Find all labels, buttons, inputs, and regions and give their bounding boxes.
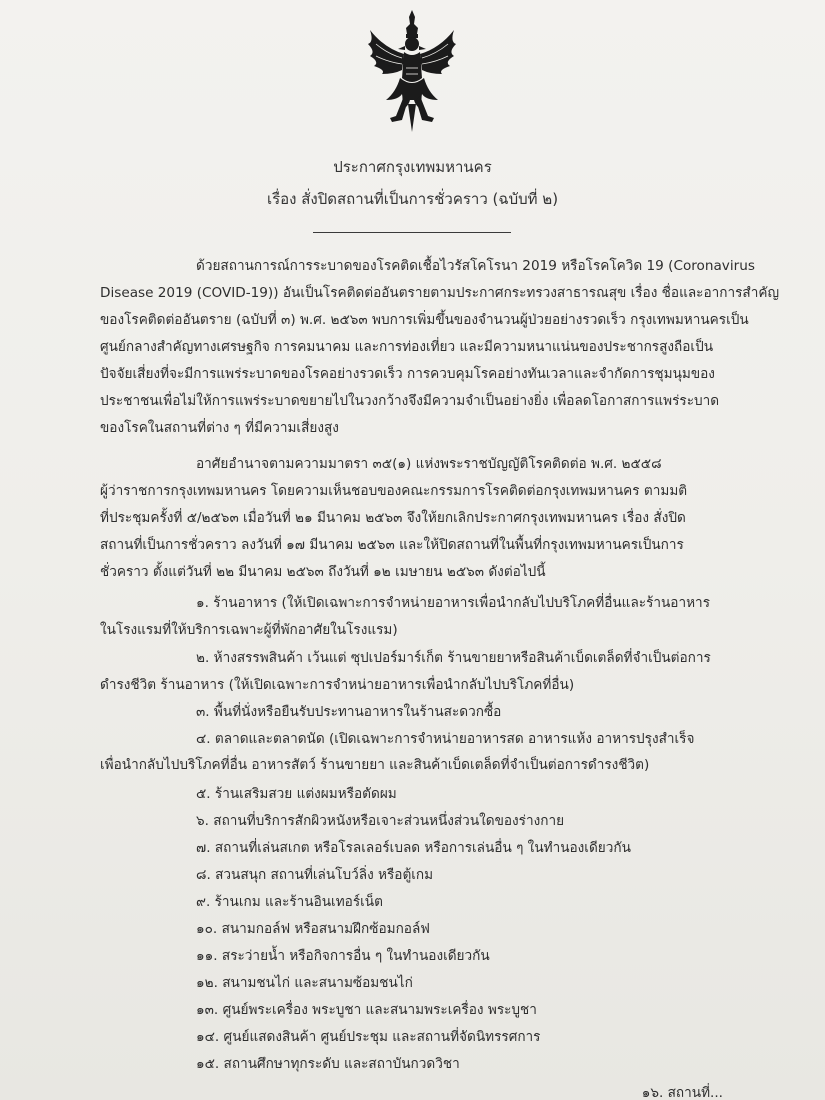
list-item: ๑. ร้านอาหาร (ให้เปิดเฉพาะการจำหน่ายอาหารเพื่อนำกลับไปบริโภคที่อื่นและร้านอาหาร bbox=[196, 595, 710, 611]
list-item: ๑๒. สนามชนไก่ และสนามซ้อมชนไก่ bbox=[196, 975, 413, 991]
list-item: ๑๓. ศูนย์พระเครื่อง พระบูชา และสนามพระเครื่อง พระบูชา bbox=[196, 1002, 537, 1018]
list-item: ๗. สถานที่เล่นสเกต หรือโรลเลอร์เบลด หรือการเล่นอื่น ๆ ในทำนองเดียวกัน bbox=[196, 840, 631, 856]
list-item: ๘. สวนสนุก สถานที่เล่นโบว์ลิ่ง หรือตู้เกม bbox=[196, 867, 434, 883]
announcement-title: ประกาศกรุงเทพมหานคร bbox=[333, 158, 492, 176]
paragraph-1-line: ศูนย์กลางสำคัญทางเศรษฐกิจ การคมนาคม และการท่องเที่ยว และมีความหนาแน่นของประชากรสูงถือเป็น bbox=[100, 339, 713, 355]
list-item: ๒. ห้างสรรพสินค้า เว้นแต่ ซุปเปอร์มาร์เก็ต ร้านขายยาหรือสินค้าเบ็ดเตล็ดที่จำเป็นต่อการ bbox=[196, 650, 711, 666]
list-item: ๑๑. สระว่ายน้ำ หรือกิจการอื่น ๆ ในทำนองเดียวกัน bbox=[196, 948, 490, 964]
paragraph-1-line: ปัจจัยเสี่ยงที่จะมีการแพร่ระบาดของโรคอย่างรวดเร็ว การควบคุมโรคอย่างทันเวลาและจำกัดการชุมนุมของ bbox=[100, 366, 715, 382]
list-item-continuation: ดำรงชีวิต ร้านอาหาร (ให้เปิดเฉพาะการจำหน่ายอาหารเพื่อนำกลับไปบริโภคที่อื่น) bbox=[100, 677, 575, 693]
list-item-continuation: ในโรงแรมที่ให้บริการเฉพาะผู้ที่พักอาศัยในโรงแรม) bbox=[100, 622, 398, 638]
list-item: ๑๔. ศูนย์แสดงสินค้า ศูนย์ประชุม และสถานที่จัดนิทรรศการ bbox=[196, 1029, 541, 1045]
list-item: ๓. พื้นที่นั่งหรือยืนรับประทานอาหารในร้านสะดวกซื้อ bbox=[196, 704, 502, 720]
paragraph-1-line: ของโรคติดต่ออันตราย (ฉบับที่ ๓) พ.ศ. ๒๕๖๓ พบการเพิ่มขึ้นของจำนวนผู้ป่วยอย่างรวดเร็ว กรุงเทพมหานครเป็น bbox=[100, 312, 749, 328]
list-item: ๑๕. สถานศึกษาทุกระดับ และสถาบันกวดวิชา bbox=[196, 1056, 460, 1072]
continuation-marker: ๑๖. สถานที่... bbox=[641, 1085, 723, 1100]
announcement-subject: เรื่อง สั่งปิดสถานที่เป็นการชั่วคราว (ฉบับที่ ๒) bbox=[266, 190, 559, 208]
paragraph-2-line: ผู้ว่าราชการกรุงเทพมหานคร โดยความเห็นชอบของคณะกรรมการโรคติดต่อกรุงเทพมหานคร ตามมติ bbox=[100, 483, 688, 499]
list-item: ๑๐. สนามกอล์ฟ หรือสนามฝึกซ้อมกอล์ฟ bbox=[196, 921, 430, 937]
paragraph-1-line: ด้วยสถานการณ์การระบาดของโรคติดเชื้อไวรัสโคโรนา 2019 หรือโรคโควิด 19 (Coronavirus bbox=[196, 258, 755, 274]
paragraph-2-line: สถานที่เป็นการชั่วคราว ลงวันที่ ๑๗ มีนาคม ๒๕๖๓ และให้ปิดสถานที่ในพื้นที่กรุงเทพมหานครเป็นการ bbox=[100, 537, 684, 553]
paragraph-1-line: Disease 2019 (COVID-19)) อันเป็นโรคติดต่ออันตรายตามประกาศกระทรวงสาธารณสุข เรื่อง ชื่อและอาการสำคัญ bbox=[100, 285, 780, 301]
list-item: ๙. ร้านเกม และร้านอินเทอร์เน็ต bbox=[196, 894, 383, 910]
list-item: ๔. ตลาดและตลาดนัด (เปิดเฉพาะการจำหน่ายอาหารสด อาหารแห้ง อาหารปรุงสำเร็จ bbox=[196, 731, 695, 747]
paragraph-2-line: ชั่วคราว ตั้งแต่วันที่ ๒๒ มีนาคม ๒๕๖๓ ถึงวันที่ ๑๒ เมษายน ๒๕๖๓ ดังต่อไปนี้ bbox=[100, 564, 546, 580]
list-item-continuation: เพื่อนำกลับไปบริโภคที่อื่น อาหารสัตว์ ร้านขายยา และสินค้าเบ็ดเตล็ดที่จำเป็นต่อการดำรงชีวิต) bbox=[100, 757, 650, 773]
list-item: ๕. ร้านเสริมสวย แต่งผมหรือตัดผม bbox=[196, 786, 397, 802]
paragraph-1-line: ประชาชนเพื่อไม่ให้การแพร่ระบาดขยายไปในวงกว้างจึงมีความจำเป็นอย่างยิ่ง เพื่อลดโอกาสการแพร่ระบาด bbox=[100, 393, 720, 409]
paragraph-2-line: ที่ประชุมครั้งที่ ๕/๒๕๖๓ เมื่อวันที่ ๒๑ มีนาคม ๒๕๖๓ จึงให้ยกเลิกประกาศกรุงเทพมหานคร เรื่อง สั่งปิด bbox=[100, 510, 686, 526]
paragraph-2-line: อาศัยอำนาจตามความมาตรา ๓๕(๑) แห่งพระราชบัญญัติโรคติดต่อ พ.ศ. ๒๕๕๘ bbox=[196, 456, 662, 472]
list-item: ๖. สถานที่บริการสักผิวหนังหรือเจาะส่วนหนึ่งส่วนใดของร่างกาย bbox=[196, 813, 565, 829]
garuda-emblem-icon bbox=[362, 8, 462, 136]
title-divider bbox=[313, 232, 511, 233]
paragraph-1-line: ของโรคในสถานที่ต่าง ๆ ที่มีความเสี่ยงสูง bbox=[100, 420, 339, 436]
